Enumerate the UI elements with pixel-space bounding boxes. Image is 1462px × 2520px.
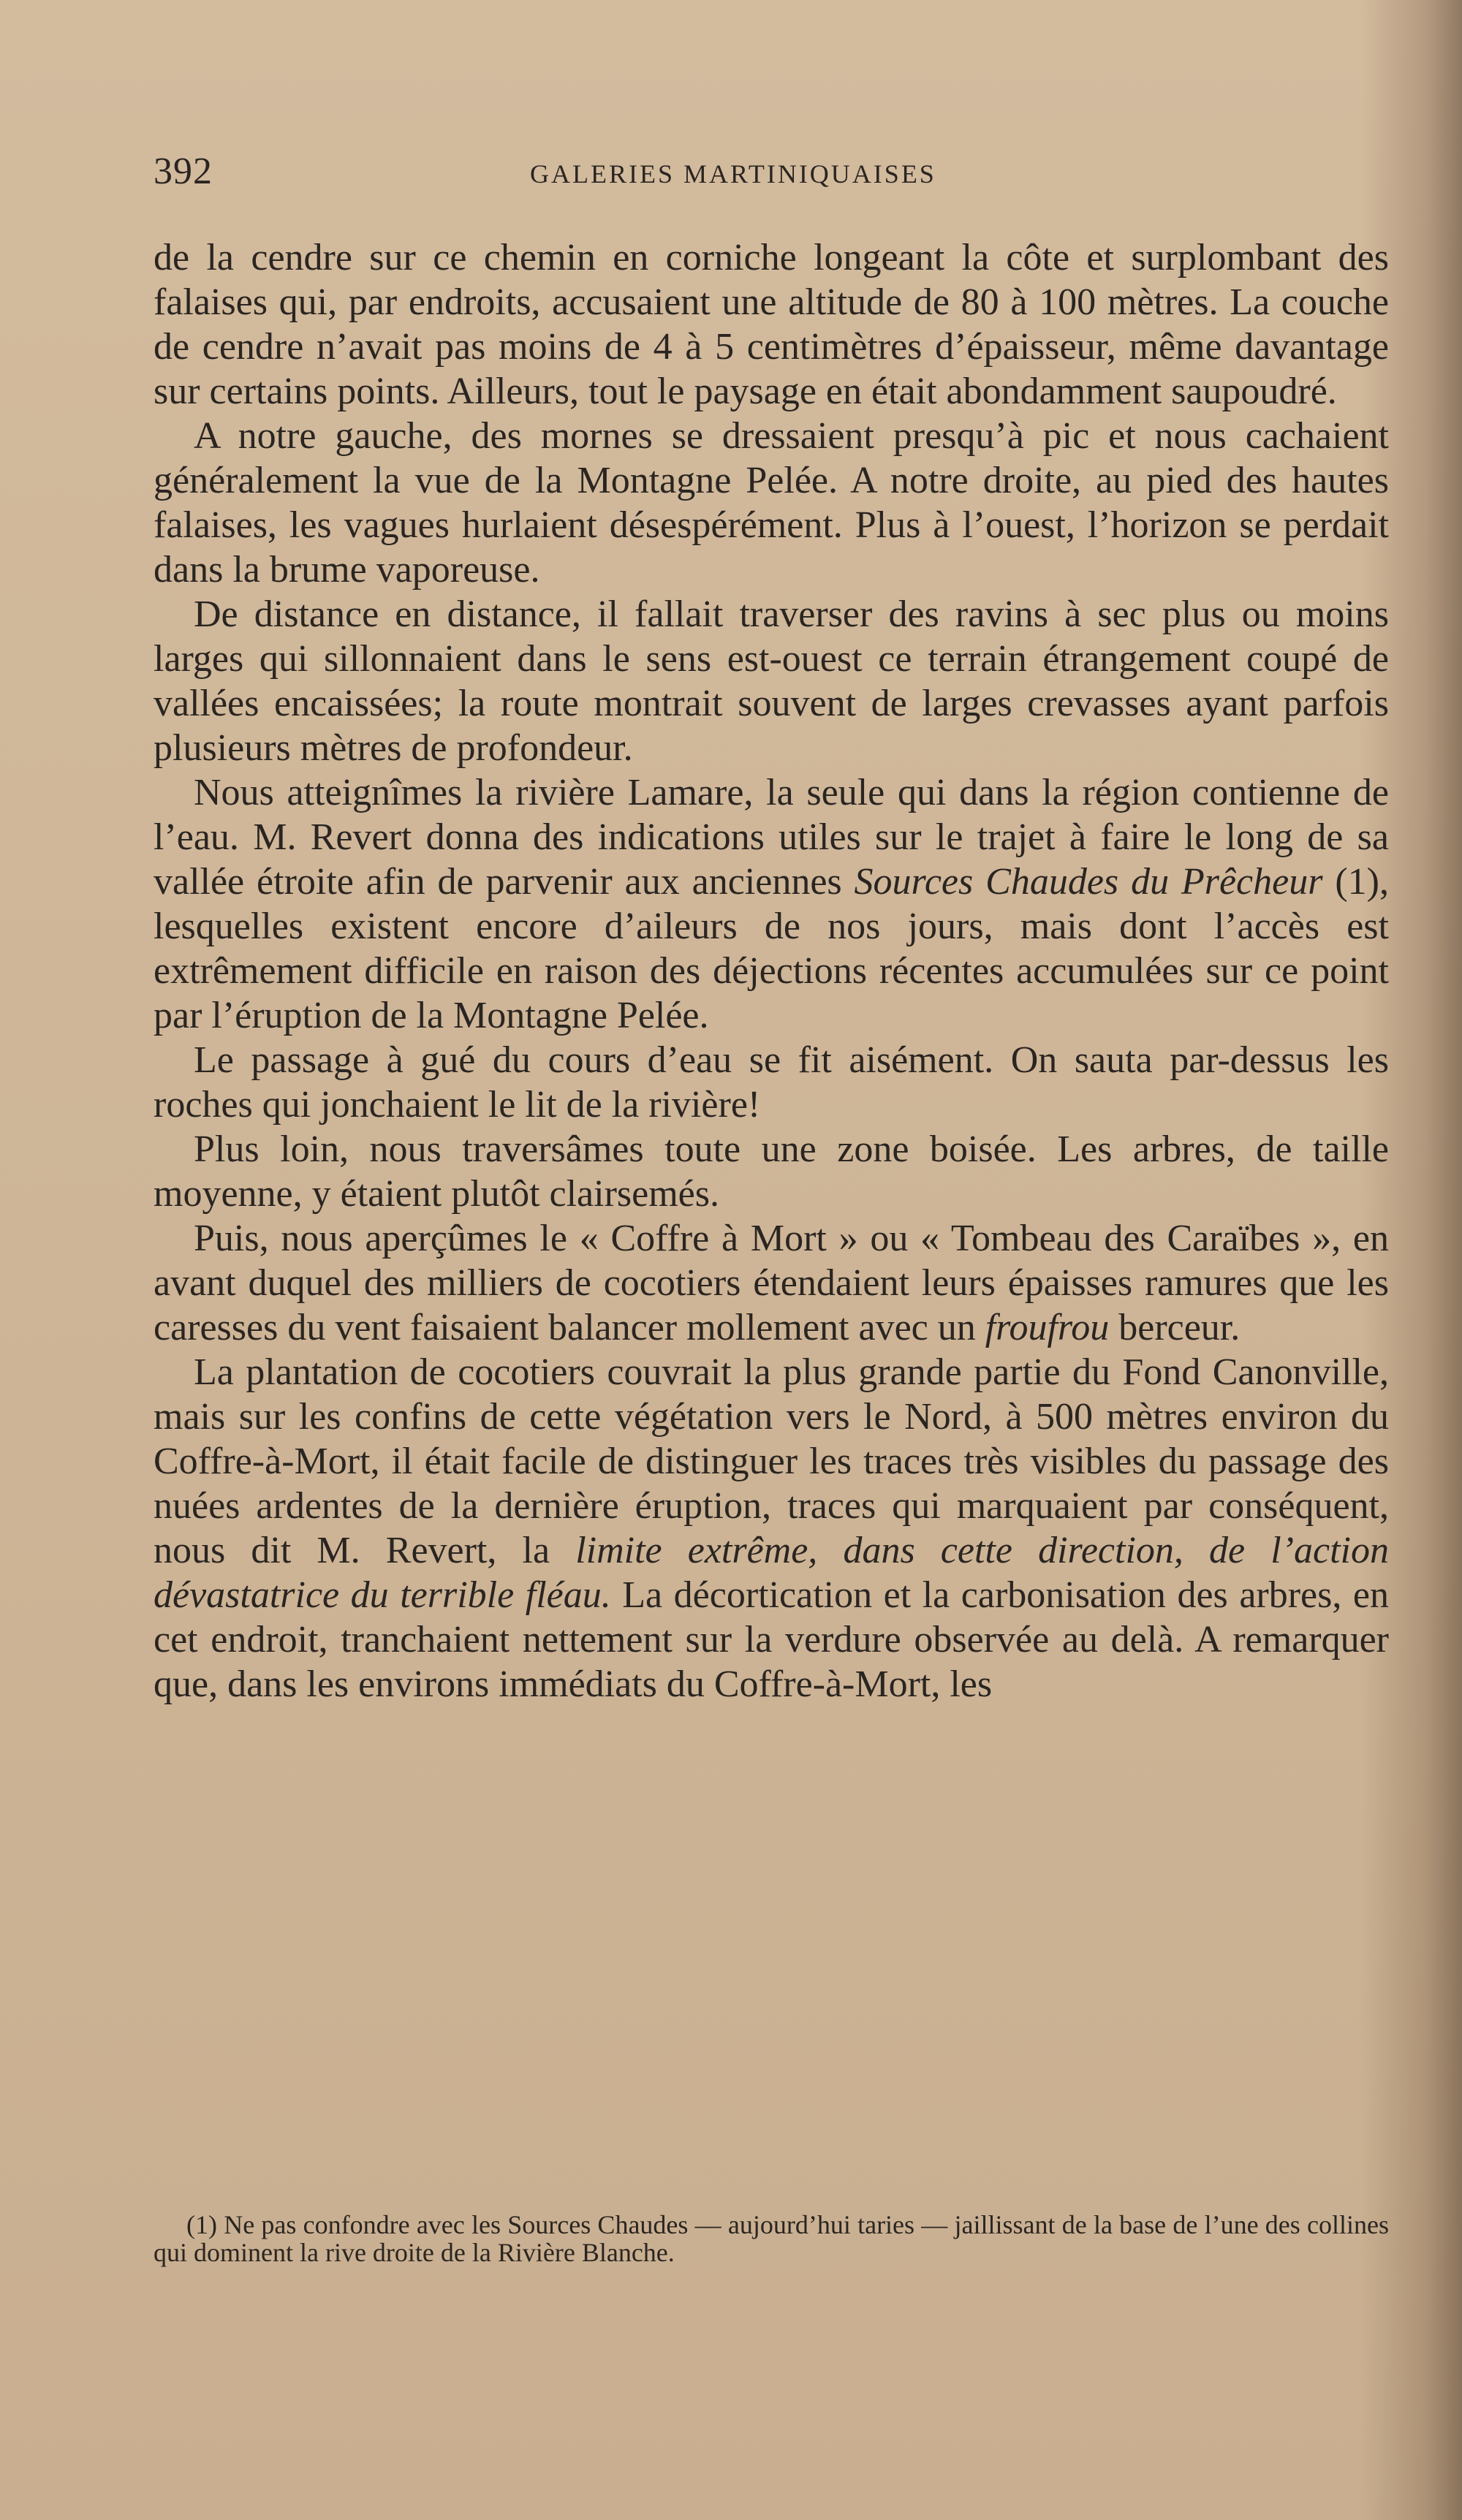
italic-run: Sources Chaudes du Prêcheur (854, 861, 1323, 903)
text-run: berceur. (1109, 1307, 1241, 1348)
text-run: A notre gauche, des mornes se dressaient presqu’à pic et nous cachaient généralement la vue de la Montagne Pelée. A notre droite, au pied des hautes falaises, les vagues hurlaient désespérément. Plus à l’ouest, l’horizon se perdait dans la brume vaporeuse. (154, 415, 1389, 591)
text-run: La plantation de cocotiers couvrait la plus grande partie du Fond Canonville, mais sur les confins de cette végétation vers le Nord, à 500 mètres environ du Coffre-à-Mort, il était facile de distinguer les traces très visibles du passage des nuées ardentes de la dernière éruption, traces qui marquaient par conséquent, nous dit M. Revert, la (154, 1351, 1389, 1571)
footnote: (1) Ne pas confondre avec les Sources Chaudes — aujourd’hui taries — jaillissant de la base de l’une des collines qui dominent la rive droite de la Rivière Blanche. (154, 2210, 1389, 2267)
page-header (154, 150, 1389, 194)
paragraph (154, 592, 1389, 770)
running-title: GALERIES MARTINIQUAISES (530, 159, 936, 189)
body-text (154, 235, 1389, 1707)
text-run: Nous atteignîmes la rivière Lamare, la seule qui dans la région contienne de l’eau. M. Revert donna des indications utiles sur le trajet à faire le long de sa vallée étroite afin de parvenir aux anciennes (154, 772, 1389, 903)
italic-run: froufrou (985, 1307, 1110, 1348)
italic-run: limite extrême, dans cette direction, de l’action dévastatrice du terrible fléau. (154, 1530, 1389, 1616)
text-run: Le passage à gué du cours d’eau se fit aisément. On sauta par-dessus les roches qui jonchaient le lit de la rivière! (154, 1039, 1389, 1126)
text-run: Puis, nous aperçûmes le « Coffre à Mort » ou « Tombeau des Caraïbes », en avant duquel des milliers de cocotiers étendaient leurs épaisses ramures que les caresses du vent faisaient balancer mollement avec un (154, 1218, 1389, 1348)
paragraph (154, 1038, 1389, 1127)
page-number: 392 (154, 151, 213, 192)
text-run: (1), lesquelles existent encore d’aileurs de nos jours, mais dont l’accès est extrêmement difficile en raison des déjections récentes accumulées sur ce point par l’éruption de la Montagne Pelée. (154, 861, 1389, 1036)
paragraph (154, 1350, 1389, 1707)
paragraph (154, 1127, 1389, 1216)
paragraph (154, 770, 1389, 1038)
paragraph (154, 1216, 1389, 1350)
text-run: Plus loin, nous traversâmes toute une zone boisée. Les arbres, de taille moyenne, y étaient plutôt clairsemés. (154, 1128, 1389, 1215)
text-run: de la cendre sur ce chemin en corniche longeant la côte et surplombant des falaises qui, par endroits, accusaient une altitude de 80 à 100 mètres. La couche de cendre n’avait pas moins de 4 à 5 centimètres d’épaisseur, même davantage sur certains points. Ailleurs, tout le paysage en était abondamment saupoudré. (154, 237, 1389, 412)
paragraph (154, 235, 1389, 414)
text-run: La décortication et la carbonisation des arbres, en cet endroit, tranchaient nettement sur la verdure observée au delà. A remarquer que, dans les environs immédiats du Coffre-à-Mort, les (154, 1574, 1389, 1705)
footnotes (154, 2211, 1389, 2266)
paragraph (154, 414, 1389, 592)
text-run: De distance en distance, il fallait traverser des ravins à sec plus ou moins larges qui sillonnaient dans le sens est-ouest ce terrain étrangement coupé de vallées encaissées; la route montrait souvent de larges crevasses ayant parfois plusieurs mètres de profondeur. (154, 593, 1389, 769)
